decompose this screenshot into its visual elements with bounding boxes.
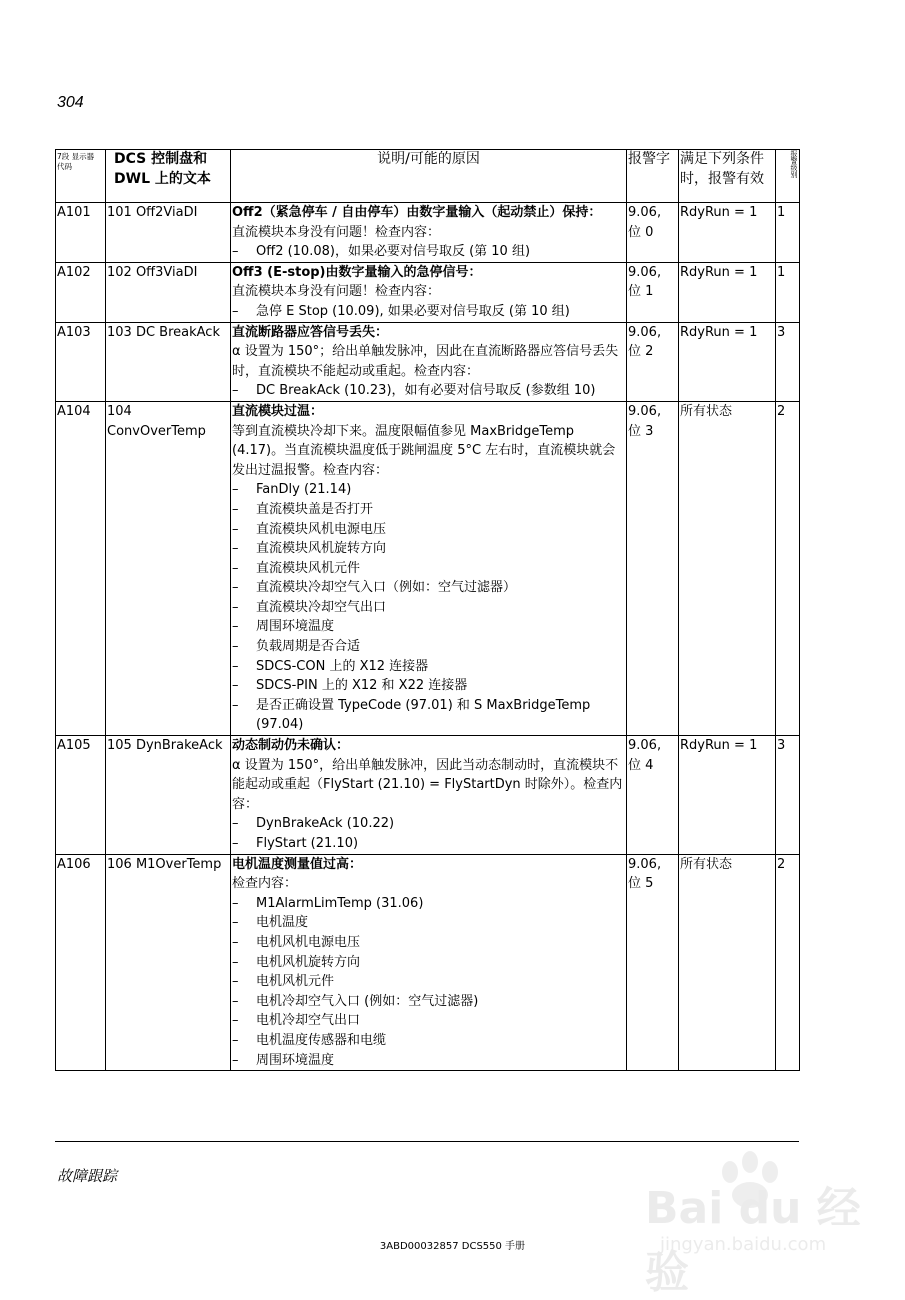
alarm-description (231, 203, 627, 263)
check-item (232, 1051, 625, 1071)
dash-icon: – (232, 658, 239, 674)
alarm-table-body (56, 203, 800, 1071)
check-item-text: 电机风机旋转方向 (256, 954, 361, 970)
dash-icon: – (232, 836, 239, 851)
alarm-level: 2 (776, 854, 800, 1071)
check-item-text: 电机温度传感器和电缆 (256, 1032, 387, 1048)
check-item (232, 480, 625, 500)
dash-icon: – (232, 303, 239, 319)
check-item (232, 578, 625, 598)
check-item (232, 598, 625, 618)
dash-icon: – (232, 501, 239, 517)
alarm-word: 9.06, 位 5 (627, 854, 679, 1071)
dash-icon: – (232, 560, 239, 576)
check-item (232, 933, 625, 953)
footer-document-id: 3ABD00032857 DCS550 手册 (379, 1241, 526, 1252)
dash-icon: – (232, 599, 239, 615)
page-number: 304 (57, 94, 84, 111)
description-title: 直流模块过温： (232, 403, 324, 419)
check-item (232, 953, 625, 973)
dash-icon: – (232, 678, 239, 694)
dash-icon: – (232, 383, 239, 399)
alarm-code: A103 (56, 322, 106, 401)
description-line: 直流模块本身没有问题！检查内容： (232, 224, 441, 240)
alarm-condition: RdyRun = 1 (679, 736, 776, 855)
watermark-brand: Bai du 经验 (645, 1183, 861, 1298)
dash-icon: – (232, 915, 239, 931)
alarm-text: 103 DC BreakAck (106, 322, 231, 401)
alarm-level: 1 (776, 203, 800, 263)
table-row (56, 854, 800, 1071)
description-line: α 设置为 150°；给出单触发脉冲，因此在直流断路器应答信号丢失时，直流模块不能起动或重起。检查内容： (232, 344, 619, 379)
check-item-text: Off2 (10.08)，如果必要对信号取反 (第 10 组) (256, 244, 531, 260)
table-header-row (56, 150, 800, 203)
dash-icon: – (232, 934, 239, 950)
header-code: 7段 显示器 代码 (56, 150, 106, 203)
description-title: Off2（紧急停车 / 自由停车）由数字量输入（起动禁止）保持： (232, 205, 602, 220)
check-item-text: 直流模块风机旋转方向 (256, 541, 387, 557)
check-item-text: SDCS-CON 上的 X12 连接器 (256, 658, 429, 674)
description-line: α 设置为 150°，给出单触发脉冲，因此当动态制动时，直流模块不能起动或重起（FlyStart (21.10) = FlyStartDyn 时除外）。检查内容： (232, 757, 623, 812)
check-item (232, 381, 625, 401)
check-item-text: 周围环境温度 (256, 1052, 335, 1068)
check-item (232, 302, 625, 322)
check-item-text: 直流模块冷却空气出口 (256, 599, 387, 615)
check-item-text: SDCS-PIN 上的 X12 和 X22 连接器 (256, 678, 468, 694)
alarm-description (231, 401, 627, 735)
check-item (232, 617, 625, 637)
dash-icon: – (232, 1013, 239, 1029)
check-item (232, 894, 625, 914)
check-item (232, 242, 625, 262)
dash-icon: – (232, 954, 239, 970)
check-item-text: M1AlarmLimTemp (31.06) (256, 895, 424, 911)
check-item (232, 992, 625, 1012)
check-item-text: 急停 E Stop (10.09), 如果必要对信号取反 (第 10 组) (256, 303, 570, 319)
alarm-code: A104 (56, 401, 106, 735)
check-item-text: DC BreakAck (10.23)，如有必要对信号取反 (参数组 10) (256, 383, 596, 399)
alarm-description (231, 736, 627, 855)
check-item (232, 834, 625, 854)
description-title: 动态制动仍未确认： (232, 738, 350, 754)
header-dcs-text: DCS 控制盘和 DWL 上的文本 (106, 150, 231, 203)
check-item-text: FlyStart (21.10) (256, 836, 359, 851)
alarm-description (231, 854, 627, 1071)
check-item (232, 637, 625, 657)
dash-icon: – (232, 697, 239, 713)
footer-section-title: 故障跟踪 (57, 1167, 118, 1185)
watermark (640, 1150, 865, 1298)
dash-icon: – (232, 1032, 239, 1048)
dash-icon: – (232, 974, 239, 990)
check-item (232, 657, 625, 677)
check-item-text: 电机冷却空气出口 (256, 1013, 361, 1029)
table-row (56, 736, 800, 855)
alarm-word: 9.06, 位 1 (627, 262, 679, 322)
alarm-text: 101 Off2ViaDI (106, 203, 231, 263)
header-condition: 满足下列条件时，报警有效 (679, 150, 776, 203)
dash-icon: – (232, 895, 239, 911)
description-line: 直流模块本身没有问题！检查内容： (232, 284, 441, 300)
dash-icon: – (232, 816, 239, 832)
check-item-text: FanDly (21.14) (256, 482, 352, 498)
dash-icon: – (232, 639, 239, 655)
check-item-text: 直流模块盖是否打开 (256, 501, 374, 517)
dash-icon: – (232, 244, 239, 260)
check-item-text: 直流模块风机电源电压 (256, 521, 387, 537)
check-item-text: 电机风机电源电压 (256, 934, 361, 950)
check-item-text: 直流模块冷却空气入口（例如：空气过滤器） (256, 580, 517, 596)
alarm-description (231, 262, 627, 322)
description-title: 电机温度测量值过高： (232, 856, 363, 872)
alarm-text: 104 ConvOverTemp (106, 401, 231, 735)
alarm-condition: RdyRun = 1 (679, 203, 776, 263)
dash-icon: – (232, 993, 239, 1009)
header-description: 说明/可能的原因 (231, 150, 627, 203)
check-item (232, 539, 625, 559)
alarm-level: 1 (776, 262, 800, 322)
check-item-text: 电机温度 (256, 915, 309, 931)
table-row (56, 322, 800, 401)
dash-icon: – (232, 619, 239, 635)
alarm-text: 105 DynBrakeAck (106, 736, 231, 855)
alarm-level: 3 (776, 322, 800, 401)
check-item-text: 周围环境温度 (256, 619, 335, 635)
alarm-condition: RdyRun = 1 (679, 322, 776, 401)
alarm-condition: 所有状态 (679, 401, 776, 735)
watermark-url: jingyan.baidu.com (660, 1234, 827, 1255)
check-item (232, 972, 625, 992)
description-line: 等到直流模块冷却下来。温度限幅值参见 MaxBridgeTemp (4.17)。当直流模块温度低于跳闸温度 5°C 左右时，直流模块就会发出过温报警。检查内容： (232, 423, 616, 478)
check-item (232, 1011, 625, 1031)
check-item (232, 696, 625, 735)
description-title: 直流断路器应答信号丢失： (232, 324, 389, 340)
header-level: 报警级别 (776, 150, 800, 203)
check-item (232, 520, 625, 540)
alarm-table (55, 149, 800, 1071)
check-item (232, 500, 625, 520)
alarm-level: 3 (776, 736, 800, 855)
alarm-code: A102 (56, 262, 106, 322)
alarm-word: 9.06, 位 3 (627, 401, 679, 735)
check-item (232, 676, 625, 696)
dash-icon: – (232, 580, 239, 596)
dash-icon: – (232, 541, 239, 557)
description-title: Off3 (E-stop)由数字量输入的急停信号： (232, 264, 482, 280)
footer-divider (55, 1141, 799, 1142)
alarm-description (231, 322, 627, 401)
table-row (56, 401, 800, 735)
alarm-text: 106 M1OverTemp (106, 854, 231, 1071)
check-item-text: DynBrakeAck (10.22) (256, 816, 395, 832)
alarm-code: A101 (56, 203, 106, 263)
dash-icon: – (232, 521, 239, 537)
alarm-level: 2 (776, 401, 800, 735)
alarm-condition: 所有状态 (679, 854, 776, 1071)
dash-icon: – (232, 482, 239, 498)
check-item (232, 814, 625, 834)
header-alarm-word: 报警字 (627, 150, 679, 203)
check-item (232, 559, 625, 579)
alarm-text: 102 Off3ViaDI (106, 262, 231, 322)
dash-icon: – (232, 1052, 239, 1068)
alarm-word: 9.06, 位 0 (627, 203, 679, 263)
alarm-code: A105 (56, 736, 106, 855)
check-item-text: 负载周期是否合适 (256, 639, 361, 655)
table-row (56, 203, 800, 263)
check-item-text: 电机冷却空气入口 (例如：空气过滤器) (256, 993, 479, 1009)
alarm-word: 9.06, 位 4 (627, 736, 679, 855)
check-item (232, 913, 625, 933)
check-item (232, 1031, 625, 1051)
alarm-code: A106 (56, 854, 106, 1071)
check-item-text: 直流模块风机元件 (256, 560, 361, 576)
alarm-word: 9.06, 位 2 (627, 322, 679, 401)
check-item-text: 是否正确设置 TypeCode (97.01) 和 S MaxBridgeTemp (97.04) (256, 697, 591, 733)
description-line: 检查内容： (232, 876, 298, 892)
alarm-condition: RdyRun = 1 (679, 262, 776, 322)
table-row (56, 262, 800, 322)
check-item-text: 电机风机元件 (256, 974, 335, 990)
